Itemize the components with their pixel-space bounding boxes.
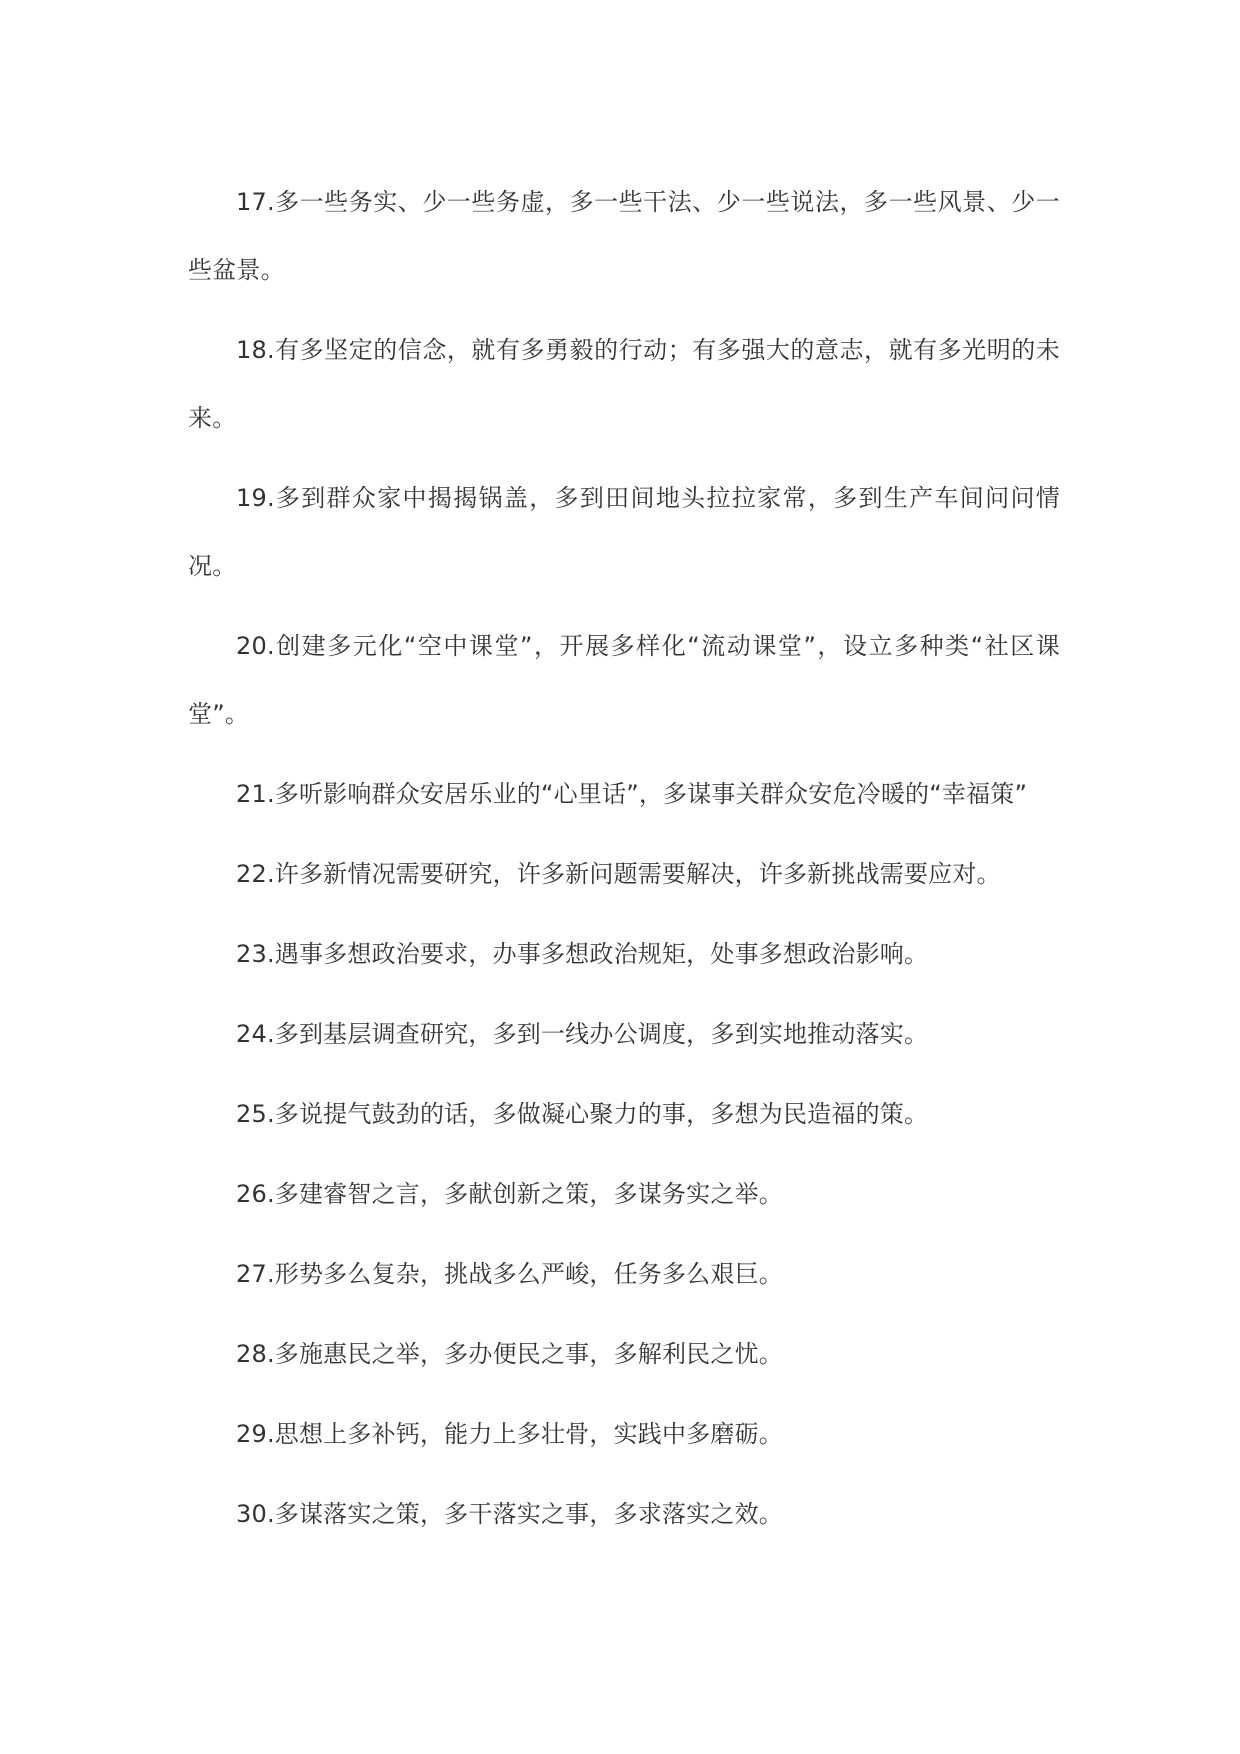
paragraph-28: 28.多施惠民之举，多办便民之事，多解利民之忧。	[236, 1340, 783, 1368]
paragraph-25: 25.多说提气鼓劲的话，多做凝心聚力的事，多想为民造福的策。	[236, 1100, 929, 1128]
paragraph-20: 20.创建多元化“空中课堂”，开展多样化“流动课堂”，设立多种类“社区课堂”。	[188, 632, 1060, 728]
paragraph-21: 21.多听影响群众安居乐业的“心里话”，多谋事关群众安危冷暖的“幸福策”	[236, 780, 1028, 808]
document-body	[188, 168, 1060, 1560]
paragraph-22: 22.许多新情况需要研究，许多新问题需要解决，许多新挑战需要应对。	[236, 860, 1001, 888]
paragraph-18: 18.有多坚定的信念，就有多勇毅的行动；有多强大的意志，就有多光明的未来。	[188, 336, 1060, 432]
paragraph-27: 27.形势多么复杂，挑战多么严峻，任务多么艰巨。	[236, 1260, 783, 1288]
paragraph-26: 26.多建睿智之言，多献创新之策，多谋务实之举。	[236, 1180, 783, 1208]
paragraph-23: 23.遇事多想政治要求，办事多想政治规矩，处事多想政治影响。	[236, 940, 929, 968]
paragraph-19: 19.多到群众家中揭揭锅盖，多到田间地头拉拉家常，多到生产车间问问情况。	[188, 484, 1060, 580]
paragraph-17: 17.多一些务实、少一些务虚，多一些干法、少一些说法，多一些风景、少一些盆景。	[188, 188, 1060, 284]
paragraph-24: 24.多到基层调查研究，多到一线办公调度，多到实地推动落实。	[236, 1020, 929, 1048]
paragraph-29: 29.思想上多补钙，能力上多壮骨，实践中多磨砺。	[236, 1420, 783, 1448]
paragraph-30: 30.多谋落实之策，多干落实之事，多求落实之效。	[236, 1500, 783, 1528]
